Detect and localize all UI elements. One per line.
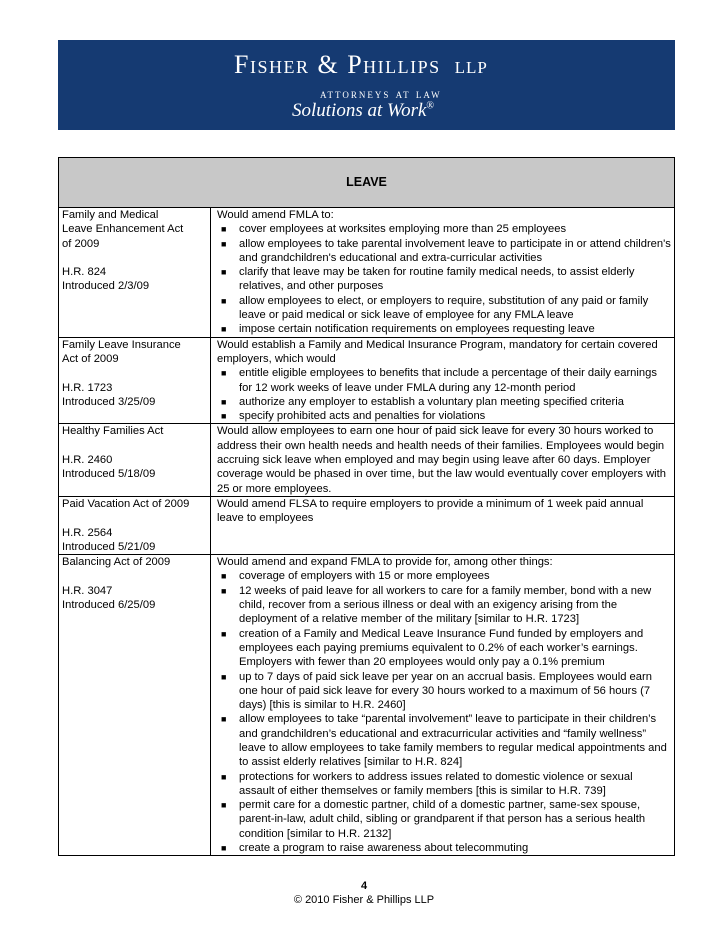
table-row [59, 496, 675, 554]
provision-item [217, 584, 671, 627]
provision-item [217, 222, 671, 236]
firm-name-text: Fisher & Phillips [234, 50, 441, 79]
table-row [59, 208, 675, 338]
provision-text: specify prohibited acts and penalties for violations [239, 410, 486, 423]
bill-description-cell [211, 555, 675, 856]
square-bullet-icon: ■ [221, 571, 227, 582]
provision-text: creation of a Family and Medical Leave Insurance Fund funded by employers and employees each paying premiums equivalent to 0.2% of each worker’s earnings. Employers with fewer than 20 employees would only pay a 0.1% premium [239, 627, 644, 669]
registered-mark: ® [426, 100, 435, 112]
firm-subtitle: attorneys at law [320, 86, 442, 101]
square-bullet-icon: ■ [221, 295, 227, 306]
bill-cell [59, 208, 211, 338]
bill-description-cell [211, 496, 675, 554]
square-bullet-icon: ■ [221, 843, 227, 854]
provision-item [217, 366, 671, 395]
provision-text: up to 7 days of paid sick leave per year on an accrual basis. Employees would earn one hour of paid sick leave for every 30 hours worked to a maximum of 56 hours (7 days) [this is similar to H.R. 2460] [239, 670, 652, 712]
provision-text: protections for workers to address issues related to domestic violence or sexual assault of either themselves or family members [this is similar to H.R. 739] [239, 770, 633, 797]
provision-item [217, 770, 671, 799]
square-bullet-icon: ■ [221, 714, 227, 725]
provision-item [217, 265, 671, 294]
provision-text: coverage of employers with 15 or more employees [239, 570, 490, 583]
leave-legislation-table [58, 157, 675, 856]
provision-item [217, 294, 671, 323]
bill-description: Would amend and expand FMLA to provide for, among other things: [217, 556, 553, 569]
bill-description: Would allow employees to earn one hour of paid sick leave for every 30 hours worked to address their own health needs and health needs of their families. Employees would begin accruing sick leave when employed and may begin using leave after 60 days. Employer coverage would be phased in over time, but the law would eventually cover employers with 25 or more employees. [217, 425, 666, 495]
letterhead-banner [58, 40, 675, 130]
square-bullet-icon: ■ [221, 267, 227, 278]
square-bullet-icon: ■ [221, 771, 227, 782]
provision-item [217, 670, 671, 713]
provision-text: permit care for a domestic partner, child of a domestic partner, same-sex spouse, parent-in-law, adult child, sibling or grandparent if that person has a serious health condition [similar to H.R. 2132] [239, 799, 646, 840]
provision-text: allow employees to take parental involvement leave to participate in or attend children's and grandchildren's educational and extra-curricular activities [239, 237, 671, 264]
provision-list [217, 569, 671, 855]
square-bullet-icon: ■ [221, 585, 227, 596]
square-bullet-icon: ■ [221, 396, 227, 407]
bill-cell [59, 496, 211, 554]
page-number: 4 [360, 880, 368, 892]
bill-name: Healthy Families Act H.R. 2460 Introduced 5/18/09 [62, 425, 164, 481]
table-header-row [59, 158, 675, 208]
provision-text: entitle eligible employees to benefits that include a percentage of their daily earnings for 12 work weeks of leave under FMLA during any 12-month period [239, 367, 657, 394]
provision-text: create a program to raise awareness about telecommuting [239, 842, 529, 855]
provision-text: allow employees to elect, or employers to require, substitution of any paid or family leave or paid medical or sick leave of employee for any FMLA leave [239, 294, 649, 322]
provision-item [217, 798, 671, 841]
provision-text: 12 weeks of paid leave for all workers to care for a family member, bond with a new child, recover from a serious illness or deal with an exigency arising from the deployment of a relative member of the military [similar to H.R. 1723] [239, 584, 652, 626]
provision-item [217, 322, 671, 336]
bill-cell [59, 337, 211, 424]
provision-item [217, 627, 671, 670]
provision-list [217, 366, 671, 423]
square-bullet-icon: ■ [221, 368, 227, 379]
table-row [59, 555, 675, 856]
provision-text: authorize any employer to establish a voluntary plan meeting specified criteria [239, 395, 624, 408]
bill-name: Family Leave Insurance Act of 2009 H.R. 1723 Introduced 3/25/09 [62, 338, 181, 408]
table-row [59, 424, 675, 496]
bill-description-cell [211, 424, 675, 496]
bill-description-cell [211, 337, 675, 424]
bill-description: Would amend FLSA to require employers to provide a minimum of 1 week paid annual leave to employees [217, 497, 644, 525]
provision-item [217, 237, 671, 266]
firm-llp: LLP [454, 58, 488, 77]
square-bullet-icon: ■ [221, 800, 227, 811]
square-bullet-icon: ■ [221, 628, 227, 639]
bill-name: Balancing Act of 2009 H.R. 3047 Introduced 6/25/09 [62, 556, 171, 612]
provision-text: allow employees to take “parental involvement” leave to participate in their children’s and grandchildren’s educational and extracurricular activities and “family wellness” leave to allow employees to take family members to regular medical appointments and to assist elderly relatives [similar to H.R. 824] [239, 713, 667, 769]
square-bullet-icon: ■ [221, 224, 227, 235]
square-bullet-icon: ■ [221, 324, 227, 335]
square-bullet-icon: ■ [221, 411, 227, 422]
provision-item [217, 841, 671, 855]
tagline-text: Solutions at Work [292, 100, 427, 121]
provision-item [217, 569, 671, 583]
bill-cell [59, 555, 211, 856]
table-row [59, 337, 675, 424]
provision-text: clarify that leave may be taken for routine family medical needs, to assist elderly relatives, and other purposes [239, 266, 635, 293]
provision-text: impose certain notification requirements on employees requesting leave [239, 323, 595, 336]
bill-name: Family and Medical Leave Enhancement Act of 2009 H.R. 824 Introduced 2/3/09 [62, 209, 184, 293]
bill-cell [59, 424, 211, 496]
firm-name [234, 50, 488, 80]
firm-tagline [292, 100, 434, 122]
copyright: © 2010 Fisher & Phillips LLP [293, 894, 435, 906]
provision-item [217, 395, 671, 409]
table-header: LEAVE [59, 158, 675, 208]
provision-list [217, 222, 671, 336]
provision-text: cover employees at worksites employing more than 25 employees [239, 223, 567, 236]
square-bullet-icon: ■ [221, 238, 227, 249]
provision-item [217, 712, 671, 769]
square-bullet-icon: ■ [221, 671, 227, 682]
bill-description: Would establish a Family and Medical Insurance Program, mandatory for certain covered employers, which would [217, 338, 658, 365]
bill-name: Paid Vacation Act of 2009 H.R. 2564 Introduced 5/21/09 [62, 497, 190, 553]
bill-description: Would amend FMLA to: [217, 209, 334, 221]
provision-item [217, 409, 671, 423]
bill-description-cell [211, 208, 675, 338]
